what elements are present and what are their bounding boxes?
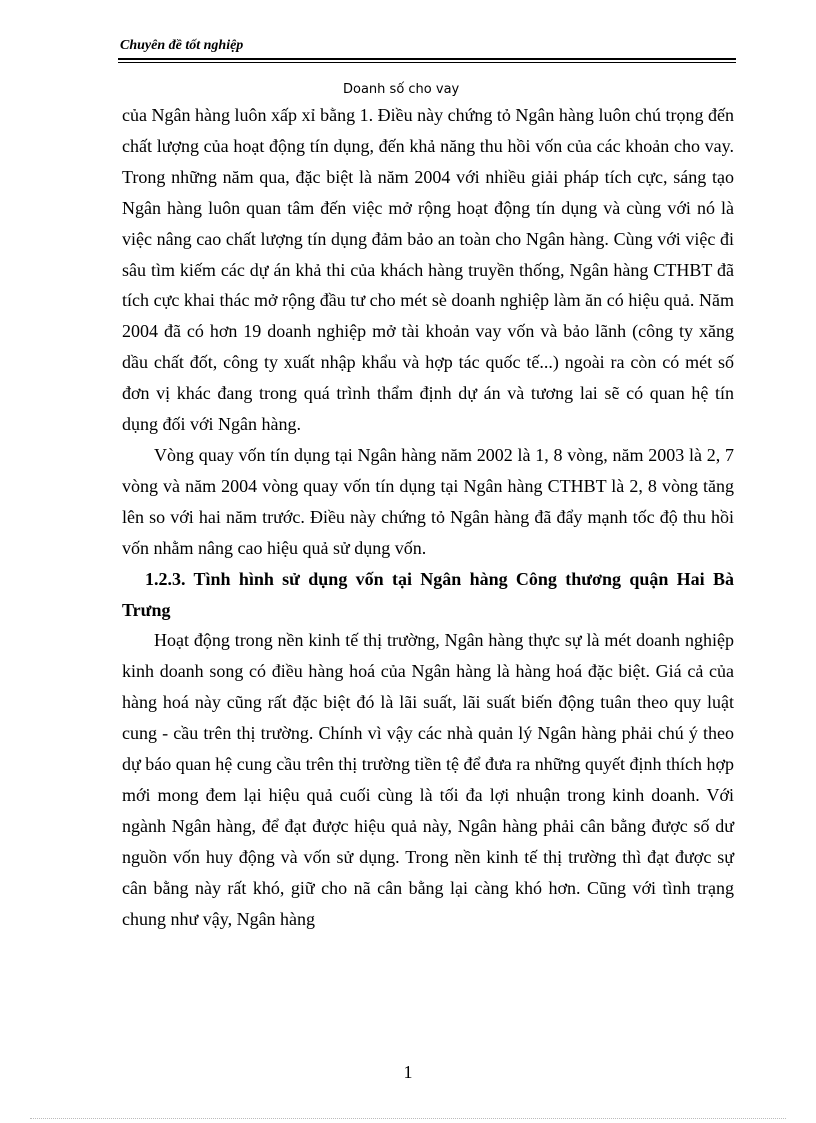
header-rule-thick	[118, 58, 736, 60]
section-heading: 1.2.3. Tình hình sử dụng vốn tại Ngân hàng Công thương quận Hai Bà Trưng	[122, 568, 734, 620]
page-bottom-divider	[30, 1118, 786, 1119]
header-rule-thin	[118, 62, 736, 63]
paragraph-continuation: của Ngân hàng luôn xấp xỉ bằng 1. Điều này chứng tỏ Ngân hàng luôn chú trọng đến chất lượng của hoạt động tín dụng, đến khả năng thu hồi vốn của các khoản cho vay. Trong những năm qua, đặc biệt là năm 2004 với nhiều giải pháp tích cực, sáng tạo Ngân hàng luôn quan tâm đến việc mở rộng hoạt động tín dụng và cùng với nó là việc nâng cao chất lượng tín dụng đảm bảo an toàn cho Ngân hàng. Cùng với việc đi sâu tìm kiếm các dự án khả thi của khách hàng truyền thống, Ngân hàng CTHBT đã tích cực khai thác mở rộng đầu tư cho mét sè doanh nghiệp làm ăn có hiệu quả. Năm 2004 đã có hơn 19 doanh nghiệp mở tài khoản vay vốn và bảo lãnh (công ty xăng dầu chất đốt, công ty xuất nhập khẩu và hợp tác quốc tế...) ngoài ra còn có mét số đơn vị khác đang trong quá trình thẩm định dự án và tương lai sẽ có quan hệ tín dụng đối với Ngân hàng.	[122, 105, 734, 435]
chart-caption-fragment: Doanh số cho vay	[343, 82, 460, 97]
paragraph-capital-usage: Hoạt động trong nền kinh tế thị trường, Ngân hàng thực sự là mét doanh nghiệp kinh doanh song có điều hàng hoá của Ngân hàng là hàng hoá đặc biệt. Giá cả của hàng hoá này cũng rất đặc biệt đó là lãi suất, lãi suất biến động tuân theo quy luật cung - cầu trên thị trường. Chính vì vậy các nhà quản lý Ngân hàng phải chú ý theo dự báo quan hệ cung cầu trên thị trường tiền tệ để đưa ra những quyết định thích hợp mới mong đem lại hiệu quả cuối cùng là tối đa lợi nhuận trong kinh doanh. Với ngành Ngân hàng, để đạt được hiệu quả này, Ngân hàng phải cân bằng được số dư nguồn vốn huy động và vốn sử dụng. Trong nền kinh tế thị trường thì đạt được sự cân bằng này rất khó, giữ cho nã cân bằng lại càng khó hơn. Cũng với tình trạng chung như vậy, Ngân hàng	[122, 630, 734, 929]
paragraph-credit-turnover: Vòng quay vốn tín dụng tại Ngân hàng năm 2002 là 1, 8 vòng, năm 2003 là 2, 7 vòng và năm 2004 vòng quay vốn tín dụng tại Ngân hàng CTHBT là 2, 8 vòng tăng lên so với hai năm trước. Điều này chứng tỏ Ngân hàng đã đẩy mạnh tốc độ thu hồi vốn nhằm nâng cao hiệu quả sử dụng vốn.	[122, 444, 734, 558]
document-header-title: Chuyên đề tốt nghiệp	[120, 38, 244, 53]
page-number: 1	[403, 1062, 413, 1082]
document-body	[122, 100, 734, 934]
